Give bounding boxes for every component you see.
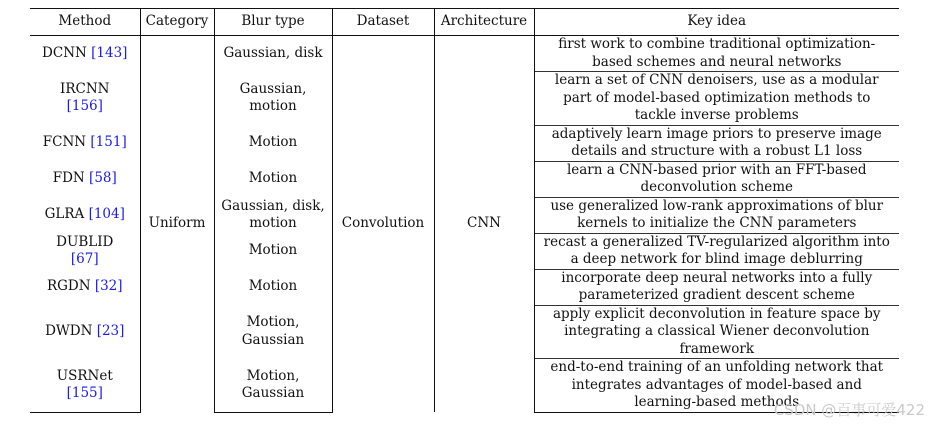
architecture-cell: CNN [434, 36, 534, 413]
citation-link[interactable]: [32] [94, 278, 123, 295]
blur-type-cell: Motion [214, 269, 332, 305]
key-idea-cell: use generalized low-rank approximations of blur kernels to initialize the CNN parameters [534, 197, 899, 233]
method-cell [30, 161, 140, 197]
key-idea-cell: learn a CNN-based prior with an FFT-based deconvolution scheme [534, 161, 899, 197]
key-idea-cell: incorporate deep neural networks into a fully parameterized gradient descent scheme [534, 269, 899, 305]
header-key-idea: Key idea [534, 9, 899, 36]
header-architecture: Architecture [434, 9, 534, 36]
blur-type-cell: Motion [214, 161, 332, 197]
header-row [30, 9, 899, 36]
header-blur-type: Blur type [214, 9, 332, 36]
header-dataset: Dataset [332, 9, 434, 36]
method-name: GLRA [44, 206, 85, 223]
method-cell [30, 305, 140, 359]
header-method: Method [30, 9, 140, 36]
key-idea-cell: end-to-end training of an unfolding network that integrates advantages of model-based and learning-based methods [534, 359, 899, 413]
method-name: FDN [52, 170, 85, 187]
key-idea-cell: first work to combine traditional optimization-based schemes and neural networks [534, 36, 899, 72]
blur-type-cell: Gaussian, disk, motion [214, 197, 332, 233]
csdn-watermark: CSDN @百事可爱422 [773, 401, 925, 419]
blur-type-cell: Motion, Gaussian [214, 359, 332, 413]
key-idea-cell: recast a generalized TV-regularized algorithm into a deep network for blind image deblurring [534, 233, 899, 269]
citation-link[interactable]: [143] [91, 45, 128, 61]
citation-link[interactable]: [156] [66, 98, 103, 115]
method-name: DUBLID [56, 233, 114, 250]
method-cell [30, 269, 140, 305]
blur-type-cell: Gaussian, motion [214, 72, 332, 126]
methods-table-container [30, 8, 899, 413]
citation-link[interactable]: [151] [90, 134, 127, 151]
citation-link[interactable]: [104] [88, 206, 125, 223]
method-name: IRCNN [60, 80, 110, 97]
blur-type-cell: Gaussian, disk [214, 36, 332, 72]
method-cell [30, 359, 140, 413]
blur-type-cell: Motion, Gaussian [214, 305, 332, 359]
table-row [30, 36, 899, 72]
method-cell [30, 36, 140, 72]
citation-link[interactable]: [23] [96, 323, 125, 339]
header-category: Category [140, 9, 214, 36]
blur-type-cell: Motion [214, 233, 332, 269]
method-name: DCNN [42, 45, 87, 61]
method-name: RGDN [46, 278, 91, 295]
method-cell [30, 233, 140, 269]
method-name: FCNN [42, 134, 87, 151]
category-cell: Uniform [140, 36, 214, 413]
key-idea-cell: apply explicit deconvolution in feature space by integrating a classical Wiener deconvolution framework [534, 305, 899, 359]
key-idea-cell: adaptively learn image priors to preserve image details and structure with a robust L1 loss [534, 125, 899, 161]
citation-link[interactable]: [155] [66, 385, 103, 401]
method-name: USRNet [56, 367, 113, 384]
methods-table [30, 8, 899, 413]
citation-link[interactable]: [58] [89, 170, 117, 187]
citation-link[interactable]: [67] [70, 251, 99, 267]
method-name: DWDN [45, 323, 93, 339]
method-cell [30, 125, 140, 161]
blur-type-cell: Motion [214, 125, 332, 161]
method-cell [30, 197, 140, 233]
method-cell [30, 72, 140, 126]
dataset-cell: Convolution [332, 36, 434, 413]
key-idea-cell: learn a set of CNN denoisers, use as a modular part of model-based optimization methods to tackle inverse problems [534, 72, 899, 126]
